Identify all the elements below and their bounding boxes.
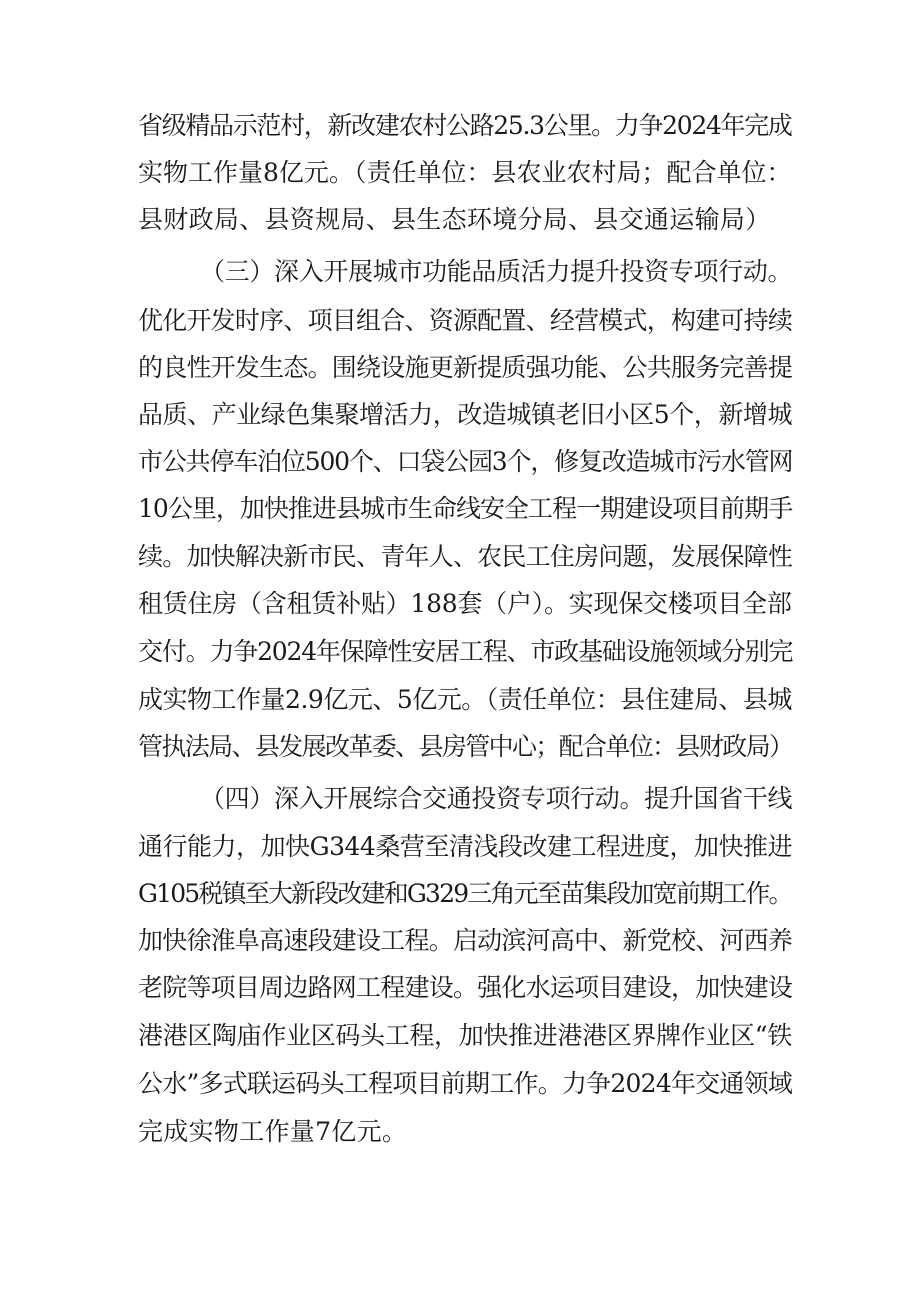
text-line: 的良性开发生态。围绕设施更新提质强功能、公共服务完善提 <box>138 353 793 382</box>
text-line: 港港区陶庙作业区码头工程，加快推进港港区界牌作业区“铁 <box>138 1021 792 1050</box>
text-line: 续。加快解决新市民、青年人、农民工住房问题，发展保障性 <box>138 542 793 571</box>
text-line: 10公里，加快推进县城市生命线安全工程一期建设项目前期手 <box>138 494 793 523</box>
text-line: 加快徐淮阜高速段建设工程。启动滨河高中、新党校、河西养 <box>138 926 793 955</box>
text-line: 管执法局、县发展改革委、县房管中心；配合单位：县财政局） <box>138 732 793 761</box>
section-heading-4: （四）深入开展综合交通投资专项行动。提升国省干线 <box>200 784 793 813</box>
text-line: 县财政局、县资规局、县生态环境分局、县交通运输局） <box>138 205 771 234</box>
text-line: 成实物工作量2.9亿元、5亿元。（责任单位：县住建局、县城 <box>138 685 792 714</box>
text-line: G105税镇至大新段改建和G329三角元至苗集段加宽前期工作。 <box>138 879 792 908</box>
text-line: 省级精品示范村，新改建农村公路25.3公里。力争2024年完成 <box>138 111 792 140</box>
text-line: 实物工作量8亿元。（责任单位：县农业农村局；配合单位： <box>138 158 792 187</box>
text-line: 老院等项目周边路网工程建设。强化水运项目建设，加快建设 <box>138 973 793 1002</box>
text-line: 完成实物工作量7亿元。 <box>138 1117 408 1146</box>
text-line: 市公共停车泊位500个、口袋公园3个，修复改造城市污水管网 <box>138 447 793 476</box>
text-line: 优化开发时序、项目组合、资源配置、经营模式，构建可持续 <box>138 306 793 335</box>
text-line: 租赁住房（含租赁补贴）188套（户）。实现保交楼项目全部 <box>138 589 792 618</box>
text-line: 公水”多式联运码头工程项目前期工作。力争2024年交通领域 <box>138 1069 793 1098</box>
text-line: 交付。力争2024年保障性安居工程、市政基础设施领域分别完 <box>138 637 793 666</box>
section-heading-3: （三）深入开展城市功能品质活力提升投资专项行动。 <box>200 257 793 286</box>
text-line: 品质、产业绿色集聚增活力，改造城镇老旧小区5个，新增城 <box>138 400 793 429</box>
text-line: 通行能力，加快G344桑营至清浅段改建工程进度，加快推进 <box>138 832 793 861</box>
